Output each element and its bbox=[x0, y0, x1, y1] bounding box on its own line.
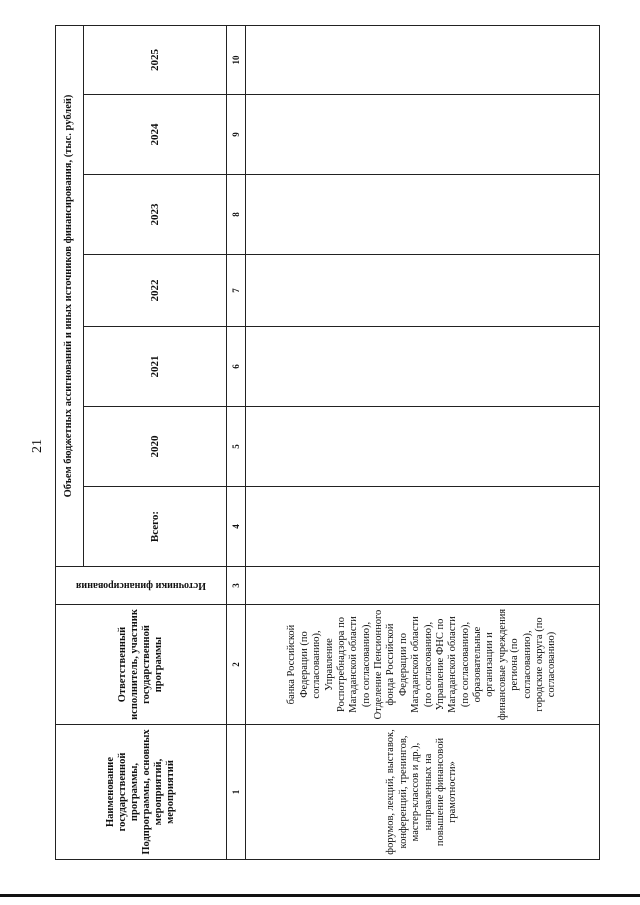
column-number: 9 bbox=[227, 95, 246, 175]
budget-table bbox=[55, 25, 600, 860]
header-responsible-executor: Ответственный исполнитель, участник государственной программы bbox=[56, 605, 227, 725]
column-number: 7 bbox=[227, 255, 246, 327]
row-2020 bbox=[246, 407, 600, 487]
page-number: 21 bbox=[30, 439, 45, 453]
header-year-2020: 2020 bbox=[84, 407, 227, 487]
header-year-2021: 2021 bbox=[84, 327, 227, 407]
header-year-2024: 2024 bbox=[84, 95, 227, 175]
header-funding-group: Объем бюджетных ассигнований и иных источников финансирования, (тыс. рублей) bbox=[56, 26, 84, 567]
column-number: 4 bbox=[227, 487, 246, 567]
row-2025 bbox=[246, 26, 600, 95]
header-row-top bbox=[56, 26, 84, 860]
column-number: 6 bbox=[227, 327, 246, 407]
column-number: 8 bbox=[227, 175, 246, 255]
header-funding-sources: Источники финансирования bbox=[76, 580, 206, 591]
header-year-2022: 2022 bbox=[84, 255, 227, 327]
column-number: 3 bbox=[227, 567, 246, 605]
column-number: 10 bbox=[227, 26, 246, 95]
header-funding-sources-cell bbox=[56, 567, 227, 605]
header-program-name: Наименование государственной программы, Подпрограммы, основных мероприятий, мероприятий bbox=[56, 725, 227, 860]
row-responsible-executor: банка Российской Федерации (по согласованию), Управление Роспотребнадзора по Магаданской области (по согласованию), Отделение Пенсионного фонда Российской Федерации по Магаданской области (по согласованию), Управление ФНС по Магаданской области (по согласованию), образовательные организации и финансовые учреждения региона (по согласованию), городские округа (по согласованию) bbox=[246, 605, 600, 725]
header-year-2023: 2023 bbox=[84, 175, 227, 255]
row-funding-source bbox=[246, 567, 600, 605]
row-program-name: форумов, лекций, выставок, конференций, тренингов, мастер-классов и др.), направленных на повышение финансовой грамотности» bbox=[246, 725, 600, 860]
row-2024 bbox=[246, 95, 600, 175]
header-year-2025: 2025 bbox=[84, 26, 227, 95]
row-2023 bbox=[246, 175, 600, 255]
scan-bottom-edge bbox=[0, 894, 640, 897]
column-number: 2 bbox=[227, 605, 246, 725]
row-2022 bbox=[246, 255, 600, 327]
column-number: 5 bbox=[227, 407, 246, 487]
row-2021 bbox=[246, 327, 600, 407]
column-number: 1 bbox=[227, 725, 246, 860]
table-row bbox=[246, 26, 600, 860]
row-total bbox=[246, 487, 600, 567]
header-total: Всего: bbox=[84, 487, 227, 567]
column-number-row bbox=[227, 26, 246, 860]
